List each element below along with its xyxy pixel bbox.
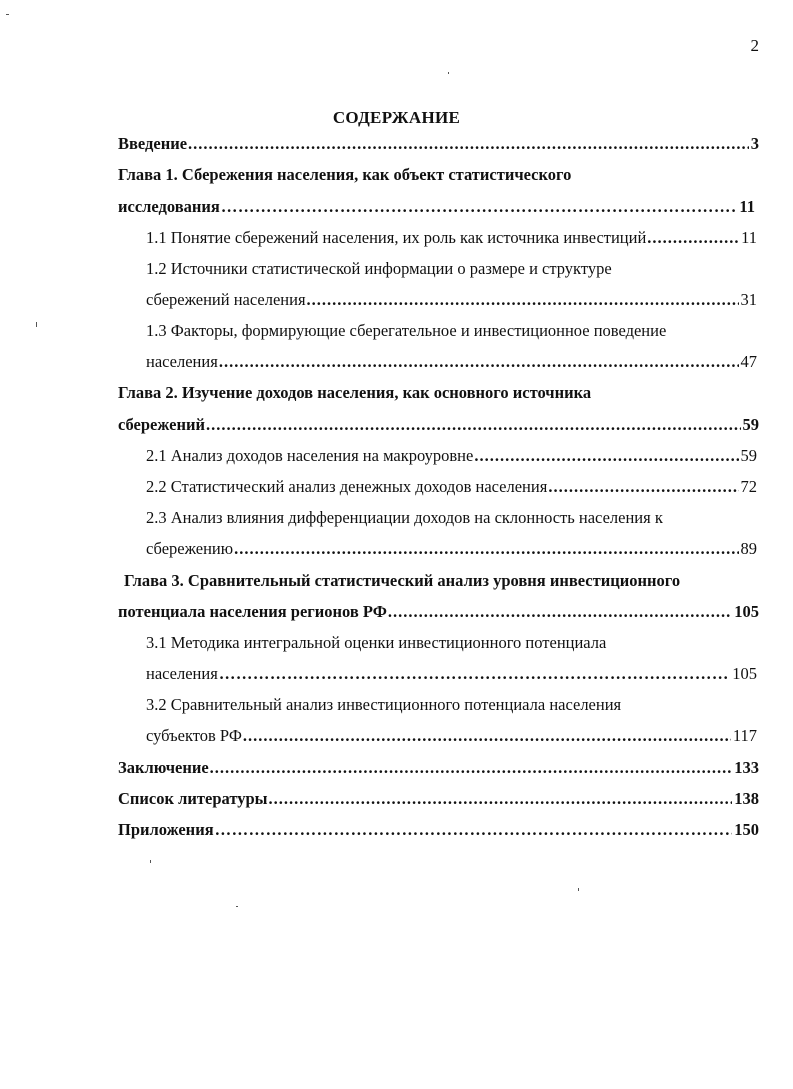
toc-entry-section-3-1[interactable] (146, 633, 757, 657)
toc-entry-text: населения (146, 664, 218, 683)
scan-speck (448, 72, 449, 74)
toc-entry-text: субъектов РФ (146, 726, 242, 745)
toc-entry-references[interactable] (118, 789, 759, 813)
toc-entry-chapter2[interactable] (118, 383, 759, 407)
toc-entry-page: 138 (734, 789, 759, 808)
dot-leader (215, 820, 733, 840)
dot-leader (221, 197, 738, 217)
toc-entry-text: 3.1 Методика интегральной оценки инвестиционного потенциала (146, 633, 607, 652)
toc-entry-text: Заключение (118, 758, 209, 777)
toc-entry-text: Введение (118, 134, 188, 153)
toc-entry-chapter3[interactable] (124, 571, 759, 595)
toc-entry-chapter3-cont[interactable] (118, 602, 759, 626)
dot-leader (219, 664, 730, 684)
toc-entry-page: 133 (734, 758, 759, 777)
dot-leader (206, 415, 741, 435)
toc-entry-text: исследования (118, 197, 220, 216)
toc-entry-page: 3 (750, 134, 759, 153)
toc-entry-text: Глава 1. Сбережения населения, как объект статистического (118, 165, 572, 184)
scan-speck (6, 14, 9, 15)
toc-entry-text: Список литературы (118, 789, 268, 808)
toc-entry-text: сбережений (118, 415, 205, 434)
toc-entry-page: 117 (732, 726, 757, 745)
toc-entry-page: 31 (740, 290, 757, 309)
toc-entry-text: сбережений населения (146, 290, 306, 309)
toc-entry-text: 2.3 Анализ влияния дифференциации доходов на склонность населения к (146, 508, 663, 527)
toc-entry-chapter2-cont[interactable] (118, 415, 759, 439)
scan-speck (36, 322, 37, 327)
scan-speck (236, 906, 238, 907)
toc-entry-text: 1.2 Источники статистической информации о размере и структуре (146, 259, 612, 278)
toc-entry-section-2-3[interactable] (146, 508, 757, 532)
toc-entry-section-1-2[interactable] (146, 259, 757, 283)
toc-entry-section-1-2-cont[interactable] (146, 290, 757, 314)
dot-leader (188, 134, 749, 154)
toc-entry-text: Приложения (118, 820, 214, 839)
toc-entry-section-2-2[interactable] (146, 477, 757, 501)
toc-entry-section-2-1[interactable] (146, 446, 757, 470)
toc-entry-chapter1[interactable] (118, 165, 759, 189)
toc-entry-section-1-3-cont[interactable] (146, 352, 757, 376)
toc-entry-intro[interactable] (118, 134, 759, 158)
toc-entry-text: 1.3 Факторы, формирующие сберегательное и инвестиционное поведение (146, 321, 667, 340)
toc-entry-page: 72 (740, 477, 757, 496)
dot-leader (269, 789, 733, 809)
dot-leader (647, 228, 739, 248)
toc-entry-section-3-2[interactable] (146, 695, 757, 719)
dot-leader (234, 539, 738, 559)
toc-entry-text: населения (146, 352, 218, 371)
toc-entry-page: 47 (740, 352, 757, 371)
toc-entry-section-2-3-cont[interactable] (146, 539, 757, 563)
toc-title: СОДЕРЖАНИЕ (332, 108, 461, 127)
dot-leader (548, 477, 738, 497)
toc-entry-text: Глава 2. Изучение доходов населения, как основного источника (118, 383, 592, 402)
toc-entry-page: 11 (739, 197, 755, 216)
toc-entry-page: 59 (742, 415, 759, 434)
toc-entry-conclusion[interactable] (118, 758, 759, 782)
toc-entry-text: Глава 3. Сравнительный статистический анализ уровня инвестиционного (124, 571, 681, 590)
dot-leader (219, 352, 739, 372)
toc-entry-text: 2.2 Статистический анализ денежных доходов населения (146, 477, 548, 496)
toc-entry-page: 150 (734, 820, 759, 839)
toc-entry-section-1-3[interactable] (146, 321, 757, 345)
toc-entry-text: 2.1 Анализ доходов населения на макроуровне (146, 446, 474, 465)
toc-entry-text: 1.1 Понятие сбережений населения, их роль как источника инвестиций (146, 228, 647, 247)
dot-leader (307, 290, 739, 310)
toc-entry-section-3-1-cont[interactable] (146, 664, 757, 688)
scan-speck (150, 860, 151, 863)
toc-entry-appendix[interactable] (118, 820, 759, 844)
dot-leader (474, 446, 738, 466)
toc-entry-text: 3.2 Сравнительный анализ инвестиционного потенциала населения (146, 695, 622, 714)
dot-leader (210, 758, 733, 778)
toc-entry-page: 105 (734, 602, 759, 621)
toc-entry-page: 89 (740, 539, 757, 558)
toc-entry-chapter1-cont[interactable] (118, 197, 755, 221)
scan-speck (578, 888, 579, 891)
toc-entry-section-1-1[interactable] (146, 228, 757, 252)
toc-entry-text: сбережению (146, 539, 234, 558)
page-number: 2 (750, 36, 759, 55)
toc-entry-text: потенциала населения регионов РФ (118, 602, 387, 621)
toc-entry-section-3-2-cont[interactable] (146, 726, 757, 750)
toc-entry-page: 105 (732, 664, 757, 683)
toc-entry-page: 59 (740, 446, 757, 465)
dot-leader (243, 726, 731, 746)
dot-leader (388, 602, 732, 622)
toc-entry-page: 11 (741, 228, 757, 247)
